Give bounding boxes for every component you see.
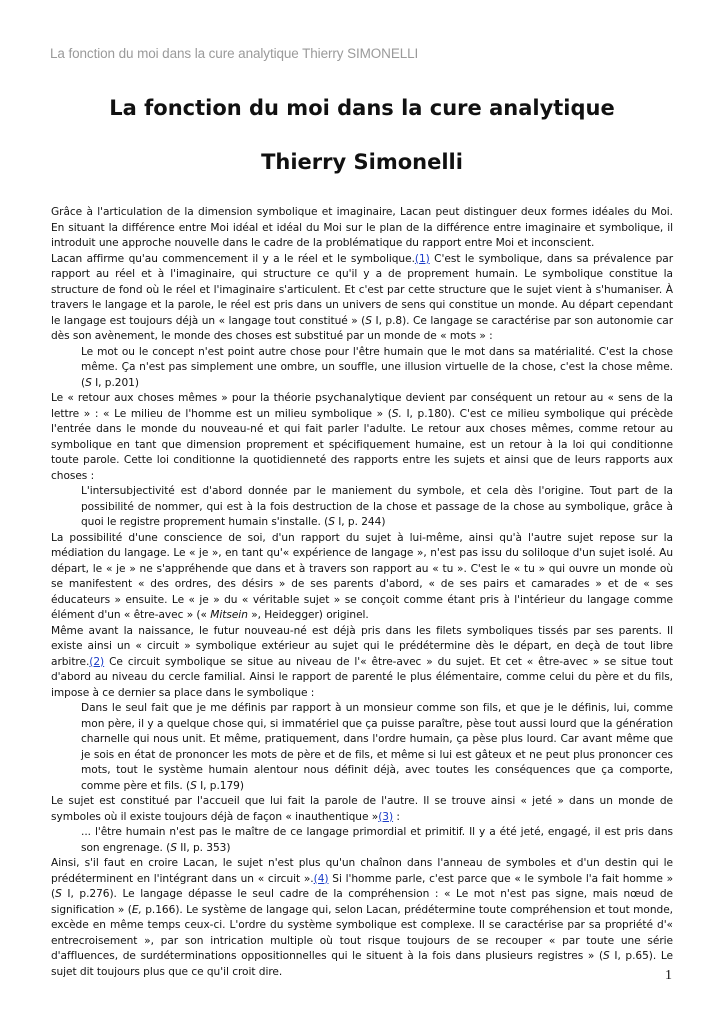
quote-block: ... l'être humain n'est pas le maître de ce langage primordial et primitif. Il y a été jeté, engagé, il est pris dans son engrenage. (S II, p. 353) bbox=[81, 826, 673, 854]
quote-block: Dans le seul fait que je me définis par rapport à un monsieur comme son fils, et que je le définis, lui, comme mon père, il y a quelque chose qui, si immatériel que ça puisse paraître, pèse tout aussi lourd que la génération charnelle qui nous unit. Et même, pratiquement, dans l'ordre humain, ça pèse plus lourd. Car avant même que je sois en état de prononcer les mots de père et de fils, et même si lui est gâteux et ne peut plus prononcer ces mots, tout le système humain alentour nous définit déjà, avec toutes les conséquences que ça comporte, comme père et fils. (S I, p.179) bbox=[81, 702, 673, 792]
paragraph-chainon: Ainsi, s'il faut en croire Lacan, le sujet n'est plus qu'un chaînon dans l'anneau de symboles et d'un destin qui le prédéterminent en l'intégrant dans un « circuit ».(4) Si l'homme parle, c'est parce que « le symbole l'a fait homme » (S I, p.276). Le langage dépasse le seul cadre de la compréhension : « Le mot n'est pas signe, mais nœud de signification » (E, p.166). Le système de langage qui, selon Lacan, prédétermine toute compréhension et tout monde, excède en même temps ceux-ci. L'ordre du système symbolique est complexe. Il se caractérise par sa propriété d'« entrecroisement », par son intrication multiple où tout risque toujours de se recouper « par toute une série d'affluences, de surdéterminations oppositionnelles qui le situent à la fois dans plusieurs registres » (S I, p.65). Le sujet dit toujours plus que ce qu'il croit dire. bbox=[51, 857, 673, 978]
article-body bbox=[51, 205, 673, 980]
footnote-link-1[interactable]: (1) bbox=[414, 252, 430, 265]
author-name: Thierry Simonelli bbox=[261, 150, 463, 174]
footnote-link-4[interactable]: (4) bbox=[313, 872, 329, 885]
paragraph-intro: Grâce à l'articulation de la dimension symbolique et imaginaire, Lacan peut distinguer deux formes idéales du Moi. En situant la différence entre Moi idéal et idéal du Moi sur le plan de la différence entre imaginaire et symbolique, il introduit une approche nouvelle dans le cadre de la problématique du rapport entre Moi et inconscient. bbox=[51, 206, 673, 249]
paragraph-symbolic: Lacan affirme qu'au commencement il y a le réel et le symbolique.(1) C'est le symbolique, dans sa prévalence par rapport au réel et à l'imaginaire, qui structure ce qu'il y a de proprement humain. Le symbolique constitue la structure de fond où le réel et l'imaginaire s'articulent. Et c'est par cette structure que le sujet vient à s'humaniser. À travers le langage et la parole, le réel est pris dans un univers de sens qui constitue un monde. Au départ cependant le langage est toujours déjà un « langage tout constitué » (S I, p.8). Ce langage se caractérise par son autonomie car dès son avènement, le monde des choses est substitué par un monde de « mots » : bbox=[51, 252, 674, 342]
running-header: La fonction du moi dans la cure analytique Thierry SIMONELLI bbox=[50, 46, 419, 61]
quote-block: L'intersubjectivité est d'abord donnée par le maniement du symbole, et cela dès l'origine. Tout part de la possibilité de nommer, qui est à la fois destruction de la chose et passage de la chose au symbolique, grâce à quoi le registre proprement humain s'installe. (S I, p. 244) bbox=[81, 485, 673, 528]
page-title: La fonction du moi dans la cure analytique bbox=[109, 96, 615, 120]
quote-block: Le mot ou le concept n'est point autre chose pour l'être humain que le mot dans sa matérialité. C'est la chose même. Ça n'est pas simplement une ombre, un souffle, une illusion virtuelle de la chose, c'est la chose même. (S I, p.201) bbox=[81, 345, 673, 389]
footnote-link-3[interactable]: (3) bbox=[378, 810, 394, 823]
paragraph-conscience: La possibilité d'une conscience de soi, d'un rapport du sujet à lui-même, ainsi qu'à l'autre sujet repose sur la médiation du langage. Le « je », en tant qu'« expérience de langage », n'est pas issu du soliloque d'un sujet isolé. Au départ, le « je » ne s'appréhende que dans et à travers son rapport au « tu ». C'est le « tu » qui ouvre un monde où se manifestent « des ordres, des désirs » de ses parents d'abord, « de ses pairs et camarades » et de « ses éducateurs » ensuite. Le « je » du « véritable sujet » se conçoit comme étant pris à l'intérieur du langage comme élément d'un « être-avec » (« Mitsein », Heidegger) originel. bbox=[51, 531, 673, 621]
paragraph-retour: Le « retour aux choses mêmes » pour la théorie psychanalytique devient par conséquent un retour au « sens de la lettre » : « Le milieu de l'homme est un milieu symbolique » (S. I, p.180). C'est ce milieu symbolique qui précède l'entrée dans le monde du nouveau-né et qui fait parler l'adulte. Le retour aux choses mêmes, comme retour au symbolique en tant que dimension proprement et spécifiquement humaine, est un retour à la loi qui conditionne toute parole. Cette loi conditionne la quotidienneté des rapports entre les sujets et ainsi que de leurs rapports aux choses : bbox=[51, 392, 673, 482]
footnote-link-2[interactable]: (2) bbox=[89, 655, 105, 668]
paragraph-naissance: Même avant la naissance, le futur nouveau-né est déjà pris dans les filets symboliques tissés par ses parents. Il existe ainsi un « circuit » symbolique extérieur au sujet qui le prédétermine dès le départ, en deçà de tout libre arbitre.(2) Ce circuit symbolique se situe au niveau de l'« être-avec » du sujet. Et cet « être-avec » se situe tout d'abord au niveau du cercle familial. Ainsi le rapport de parenté le plus élémentaire, comme celui du père et du fils, impose à ce dernier sa place dans le symbolique : bbox=[51, 624, 673, 699]
page-number: 1 bbox=[665, 968, 672, 983]
paragraph-sujet: Le sujet est constitué par l'accueil que lui fait la parole de l'autre. Il se trouve ainsi « jeté » dans un monde de symboles où il existe toujours déjà de façon « inauthentique »(3) : bbox=[51, 795, 673, 823]
